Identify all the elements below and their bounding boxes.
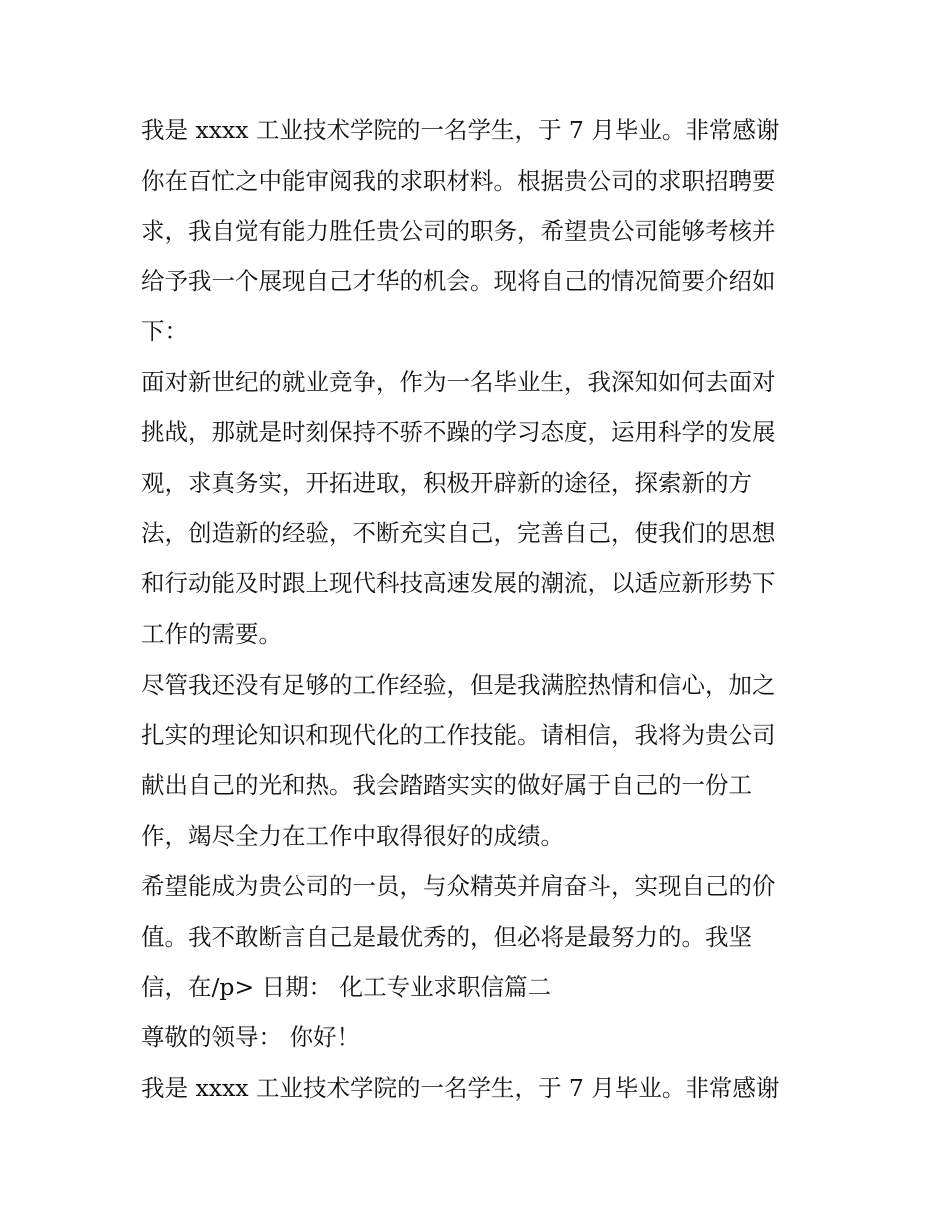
text-line: 求，我自觉有能力胜任贵公司的职务，希望贵公司能够考核并	[141, 217, 776, 245]
text-line: 扎实的理论知识和现代化的工作技能。请相信，我将为贵公司	[141, 721, 776, 749]
text-line: 尽管我还没有足够的工作经验，但是我满腔热情和信心，加之	[141, 671, 776, 699]
text-line: 工作的需要。	[141, 620, 282, 648]
text-line: 观，求真务实，开拓进取，积极开辟新的途径，探索新的方	[141, 469, 752, 497]
text-line: 值。我不敢断言自己是最优秀的，但必将是最努力的。我坚	[141, 923, 752, 951]
text-line: 希望能成为贵公司的一员，与众精英并肩奋斗，实现自己的价	[141, 872, 776, 900]
text-line: 你在百忙之中能审阅我的求职材料。根据贵公司的求职招聘要	[141, 167, 776, 195]
text-line: 挑战，那就是时刻保持不骄不躁的学习态度，运用科学的发展	[141, 418, 776, 446]
text-line: 我是 xxxx 工业技术学院的一名学生，于 7 月毕业。非常感谢	[141, 1074, 780, 1102]
text-line: 作，竭尽全力在工作中取得很好的成绩。	[141, 822, 564, 850]
text-line: 给予我一个展现自己才华的机会。现将自己的情况简要介绍如	[141, 267, 776, 295]
text-line: 信，在/p> 日期： 化工专业求职信篇二	[141, 973, 552, 1001]
text-line: 下：	[141, 317, 188, 345]
text-line: 尊敬的领导： 你好！	[141, 1023, 360, 1051]
text-line: 法，创造新的经验，不断充实自己，完善自己，使我们的思想	[141, 519, 776, 547]
text-line: 和行动能及时跟上现代科技高速发展的潮流，以适应新形势下	[141, 569, 776, 597]
text-line: 献出自己的光和热。我会踏踏实实的做好属于自己的一份工	[141, 771, 752, 799]
text-line: 面对新世纪的就业竞争，作为一名毕业生，我深知如何去面对	[141, 368, 776, 396]
text-line: 我是 xxxx 工业技术学院的一名学生，于 7 月毕业。非常感谢	[141, 116, 780, 144]
